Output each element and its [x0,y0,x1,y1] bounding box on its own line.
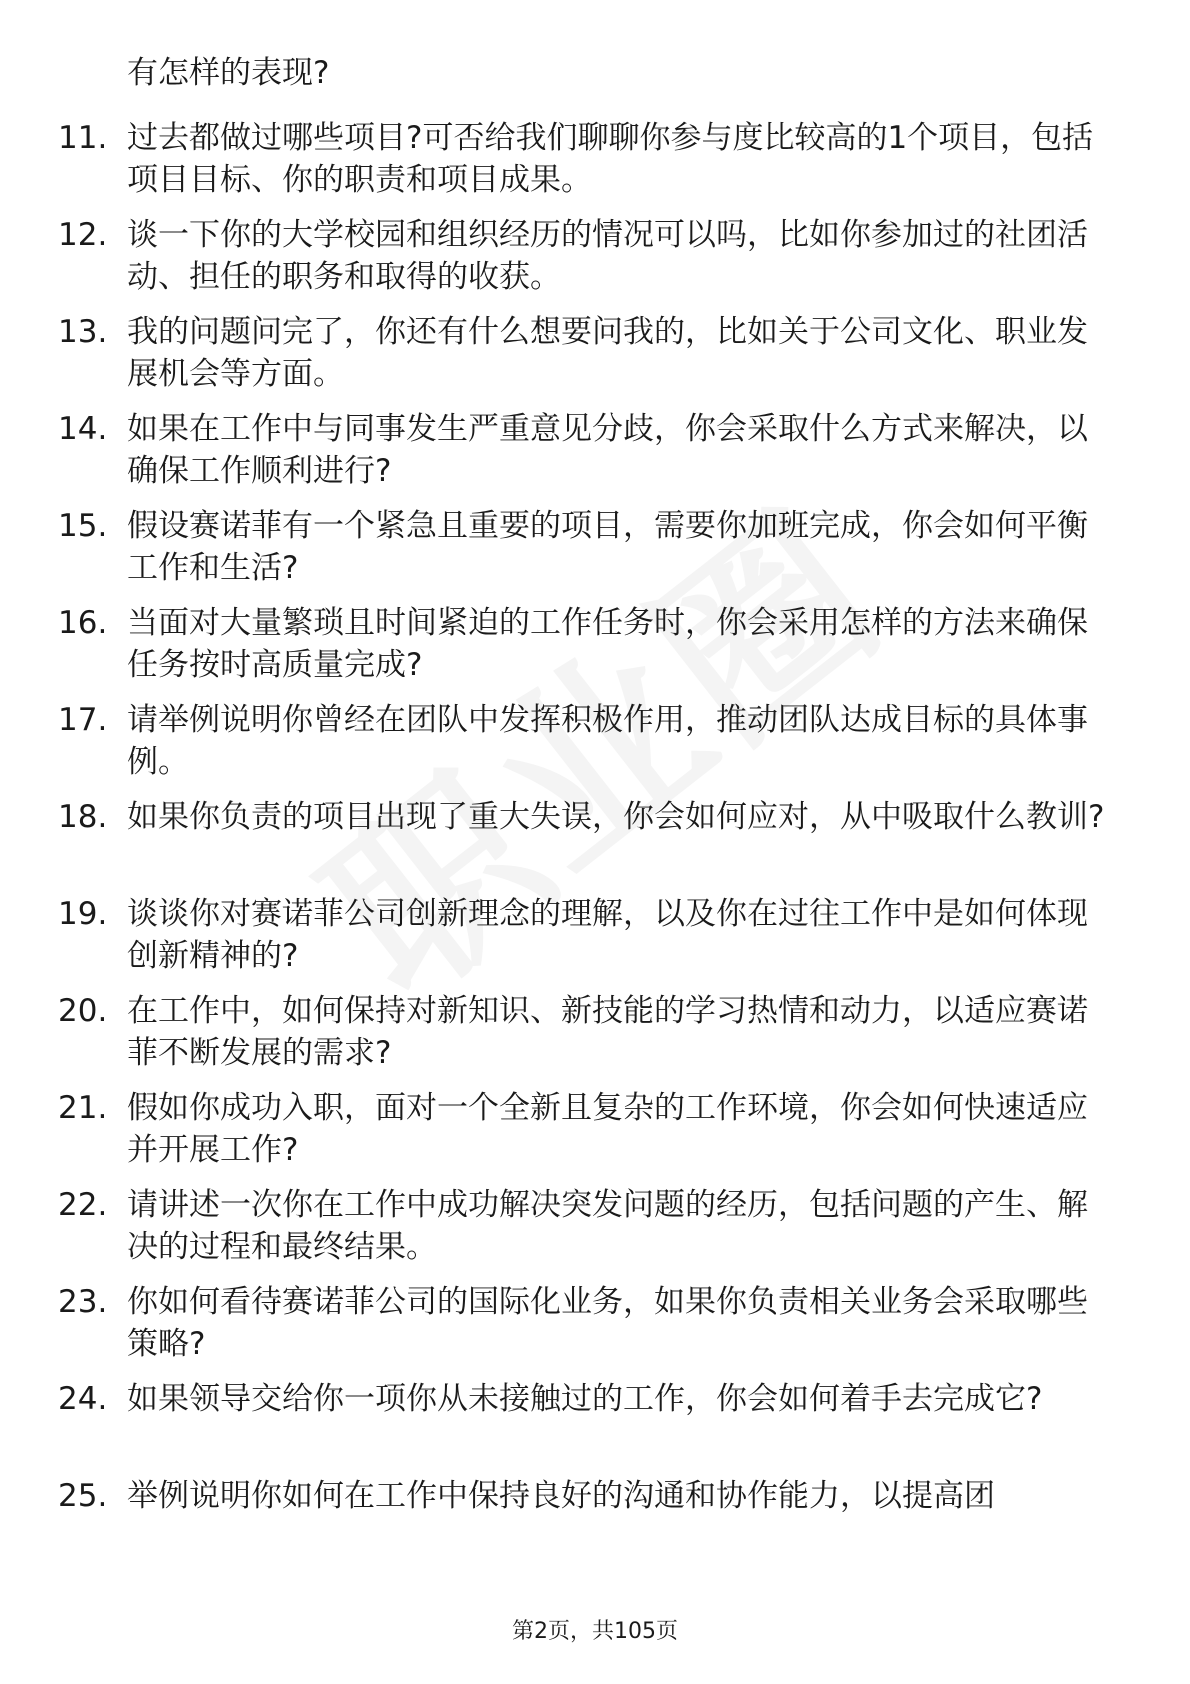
question-text: 谈谈你对赛诺菲公司创新理念的理解，以及你在过往工作中是如何体现创新精神的? [127,896,1088,974]
question-text: 假如你成功入职，面对一个全新且复杂的工作环境，你会如何快速适应并开展工作? [127,1090,1088,1168]
question-item [0,505,1190,602]
question-text: 在工作中，如何保持对新知识、新技能的学习热情和动力，以适应赛诺菲不断发展的需求? [127,993,1088,1071]
question-item [0,699,1190,796]
question-number: 22. [58,1187,108,1223]
question-number: 16. [58,605,108,641]
question-number: 21. [58,1090,108,1126]
question-number: 23. [58,1284,108,1320]
question-item [0,408,1190,505]
question-item [0,1281,1190,1378]
question-text: 如果在工作中与同事发生严重意见分歧，你会采取什么方式来解决，以确保工作顺利进行? [127,411,1088,489]
question-list [0,117,1190,1572]
question-number: 18. [58,799,108,835]
question-item [0,796,1190,893]
question-text: 请讲述一次你在工作中成功解决突发问题的经历，包括问题的产生、解决的过程和最终结果。 [127,1187,1088,1265]
question-text: 当面对大量繁琐且时间紧迫的工作任务时，你会采用怎样的方法来确保任务按时高质量完成? [127,605,1088,683]
question-item [0,1087,1190,1184]
question-text: 请举例说明你曾经在团队中发挥积极作用，推动团队达成目标的具体事例。 [127,702,1088,780]
question-text: 我的问题问完了，你还有什么想要问我的，比如关于公司文化、职业发展机会等方面。 [127,314,1088,392]
question-text: 如果领导交给你一项你从未接触过的工作，你会如何着手去完成它? [127,1381,1043,1417]
question-number: 15. [58,508,108,544]
question-item [0,893,1190,990]
question-number: 25. [58,1478,108,1514]
question-number: 20. [58,993,108,1029]
question-number: 19. [58,896,108,932]
question-text: 你如何看待赛诺菲公司的国际化业务，如果你负责相关业务会采取哪些策略? [127,1284,1088,1362]
question-text: 举例说明你如何在工作中保持良好的沟通和协作能力，以提高团 [127,1478,995,1514]
question-item [0,214,1190,311]
question-item [0,990,1190,1087]
question-number: 11. [58,120,108,156]
question-text: 过去都做过哪些项目?可否给我们聊聊你参与度比较高的1个项目，包括项目目标、你的职责和项目成果。 [127,120,1094,198]
question-item [0,1184,1190,1281]
question-text: 如果你负责的项目出现了重大失误，你会如何应对，从中吸取什么教训? [127,799,1105,835]
question-number: 14. [58,411,108,447]
question-number: 17. [58,702,108,738]
question-number: 12. [58,217,108,253]
question-number: 13. [58,314,108,350]
question-text: 谈一下你的大学校园和组织经历的情况可以吗，比如你参加过的社团活动、担任的职务和取得的收获。 [127,217,1088,295]
question-item [0,1475,1190,1572]
question-item [0,1378,1190,1475]
question-item [0,602,1190,699]
page-footer: 第2页，共105页 [512,1619,678,1644]
question-item [0,311,1190,408]
question-number: 24. [58,1381,108,1417]
continuation-text: 有怎样的表现? [127,55,330,91]
question-item [0,117,1190,214]
question-text: 假设赛诺菲有一个紧急且重要的项目，需要你加班完成，你会如何平衡工作和生活? [127,508,1088,586]
